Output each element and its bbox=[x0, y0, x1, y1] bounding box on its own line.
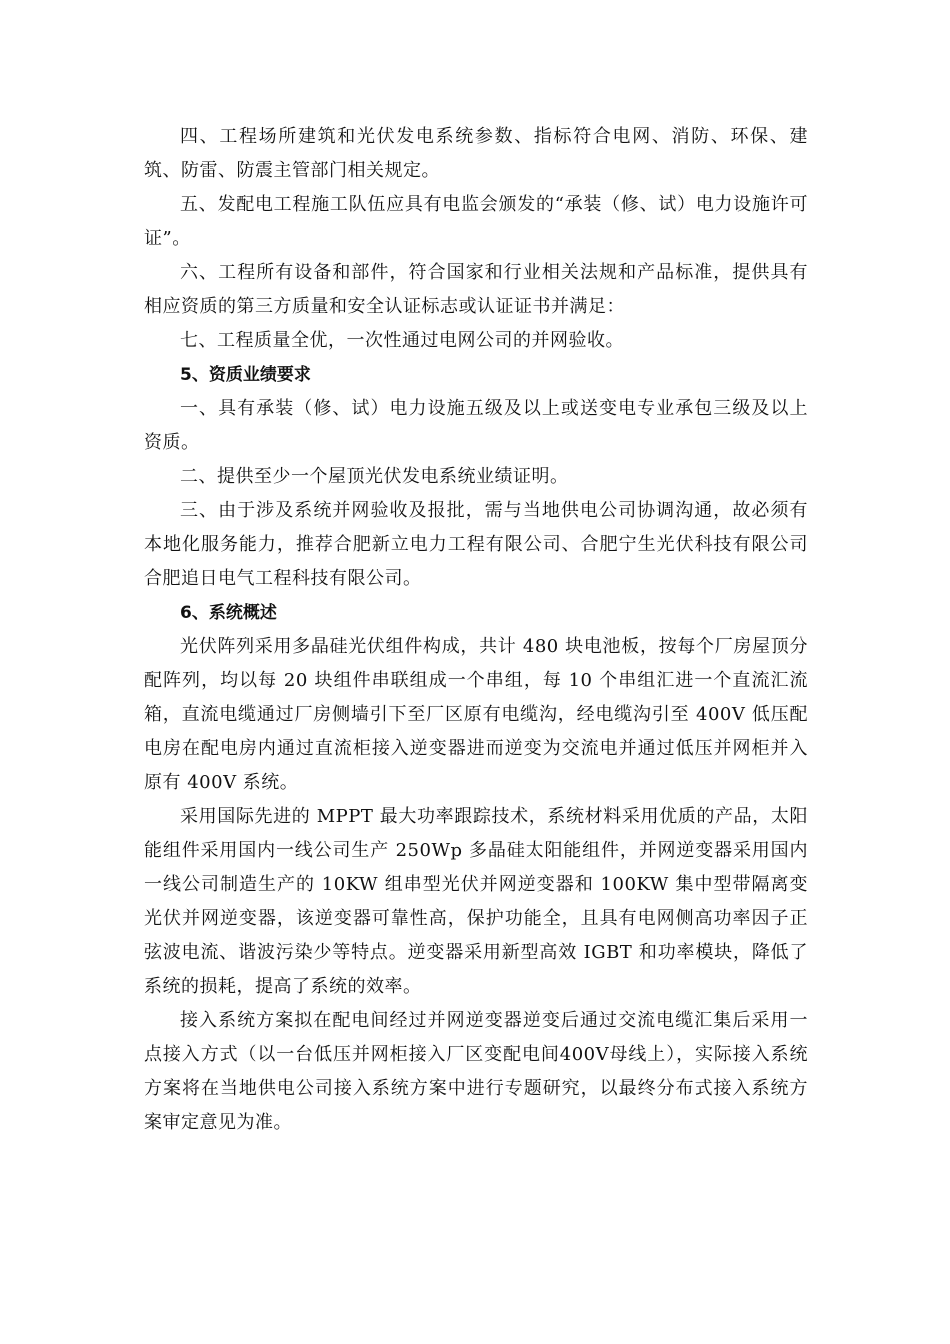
qualification-item-1: 一、具有承装（修、试）电力设施五级及以上或送变电专业承包三级及以上资质。 bbox=[144, 398, 808, 453]
overview-paragraph-grid-access: 接入系统方案拟在配电间经过并网逆变器逆变后通过交流电缆汇集后采用一点接入方式（以一台低压并网柜接入厂区变配电间400V母线上），实际接入系统方案将在当地供电公司接入系统方案中进行专题研究，以最终分布式接入系统方案审定意见为准。 bbox=[144, 1010, 808, 1133]
paragraph-item-6: 六、工程所有设备和部件，符合国家和行业相关法规和产品标准，提供具有相应资质的第三方质量和安全认证标志或认证证书并满足： bbox=[144, 262, 808, 317]
paragraph-item-7: 七、工程质量全优，一次性通过电网公司的并网验收。 bbox=[180, 330, 624, 351]
qualification-item-2: 二、提供至少一个屋顶光伏发电系统业绩证明。 bbox=[180, 466, 569, 487]
overview-paragraph-technology: 采用国际先进的 MPPT 最大功率跟踪技术，系统材料采用优质的产品，太阳能组件采用国内一线公司生产 250Wp 多晶硅太阳能组件，并网逆变器采用国内一线公司制造生产的 10KW 组串型光伏并网逆变器和 100KW 集中型带隔离变光伏并网逆变器，该逆变器可靠性高，保护功能全，且具有电网侧高功率因子正弦波电流、谐波污染少等特点。逆变器采用新型高效 IGBT 和功率模块，降低了系统的损耗，提高了系统的效率。 bbox=[144, 806, 808, 997]
section-heading-qualification: 5、资质业绩要求 bbox=[180, 365, 311, 385]
qualification-item-3: 三、由于涉及系统并网验收及报批，需与当地供电公司协调沟通，故必须有本地化服务能力，推荐合肥新立电力工程有限公司、合肥宁生光伏科技有限公司合肥追日电气工程科技有限公司。 bbox=[144, 500, 808, 589]
paragraph-item-4: 四、工程场所建筑和光伏发电系统参数、指标符合电网、消防、环保、建筑、防雷、防震主管部门相关规定。 bbox=[144, 126, 808, 181]
overview-paragraph-array: 光伏阵列采用多晶硅光伏组件构成，共计 480 块电池板，按每个厂房屋顶分配阵列，均以每 20 块组件串联组成一个串组，每 10 个串组汇进一个直流汇流箱，直流电缆通过厂房侧墙引下至厂区原有电缆沟，经电缆沟引至 400V 低压配电房在配电房内通过直流柜接入逆变器进而逆变为交流电并通过低压并网柜并入原有 400V 系统。 bbox=[144, 636, 808, 793]
paragraph-item-5: 五、发配电工程施工队伍应具有电监会颁发的“承装（修、试）电力设施许可证”。 bbox=[144, 194, 808, 249]
document-body bbox=[144, 120, 808, 1140]
section-heading-system-overview: 6、系统概述 bbox=[180, 603, 277, 623]
